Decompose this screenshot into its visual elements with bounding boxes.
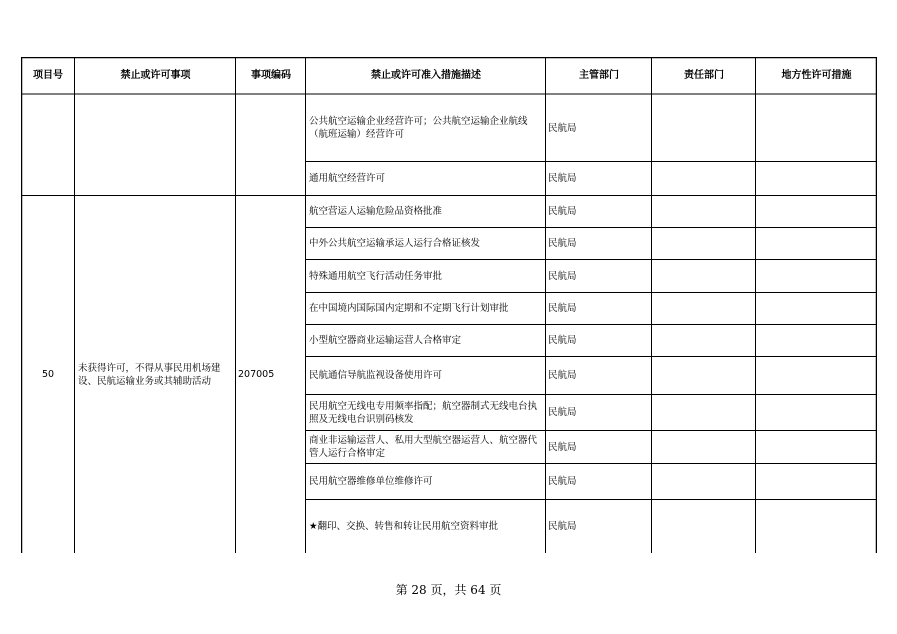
matter-code: 207005 [238,369,275,380]
measure-description: 小型航空器商业运输运营人合格审定 [309,335,462,346]
measure-description: 民航通信导航监视设备使用许可 [309,370,443,381]
header-local-measures: 地方性许可措施 [781,70,852,81]
header-responsible-dept: 责任部门 [684,70,724,81]
competent-dept: 民航局 [548,370,577,381]
page-footer: 第 28 页，共 64 页 [395,583,502,597]
measure-description: 民用航空器维修单位维修许可 [309,476,433,487]
measure-description: 公共航空运输企业经营许可；公共航空运输企业航线（航班运输）经营许可 [309,116,528,140]
matter-description: 未获得许可，不得从事民用机场建设、民航运输业务或其辅助活动 [78,362,221,387]
header-matter: 禁止或许可事项 [120,70,191,81]
header-competent-dept: 主管部门 [579,70,619,81]
measure-description: 在中国境内国际国内定期和不定期飞行计划审批 [309,303,509,314]
competent-dept: 民航局 [548,122,577,134]
header-code: 事项编码 [251,70,291,81]
measures-table [21,57,877,553]
measure-description: 商业非运输运营人、私用大型航空器运营人、航空器代管人运行合格审定 [309,435,538,459]
competent-dept: 民航局 [548,476,577,487]
competent-dept: 民航局 [548,407,577,418]
competent-dept: 民航局 [548,441,577,453]
competent-dept: 民航局 [548,270,577,282]
measure-description: 中外公共航空运输承运人运行合格证核发 [309,238,481,249]
competent-dept: 民航局 [548,173,577,184]
measure-description: 民用航空无线电专用频率指配；航空器制式无线电台执照及无线电台识别码核发 [309,400,538,425]
competent-dept: 民航局 [548,238,577,249]
measure-description: 航空营运人运输危险品资格批准 [309,206,443,217]
item-number: 50 [41,369,55,380]
measure-description: 特殊通用航空飞行活动任务审批 [309,270,443,282]
competent-dept: 民航局 [548,303,577,314]
competent-dept: 民航局 [548,521,577,532]
measure-description: 通用航空经营许可 [309,173,386,184]
header-item-no: 项目号 [33,70,63,81]
measure-description: ★翻印、交换、转售和转让民用航空资料审批 [309,521,499,532]
competent-dept: 民航局 [548,206,577,217]
header-description: 禁止或许可准入措施描述 [371,70,481,81]
competent-dept: 民航局 [548,335,577,346]
